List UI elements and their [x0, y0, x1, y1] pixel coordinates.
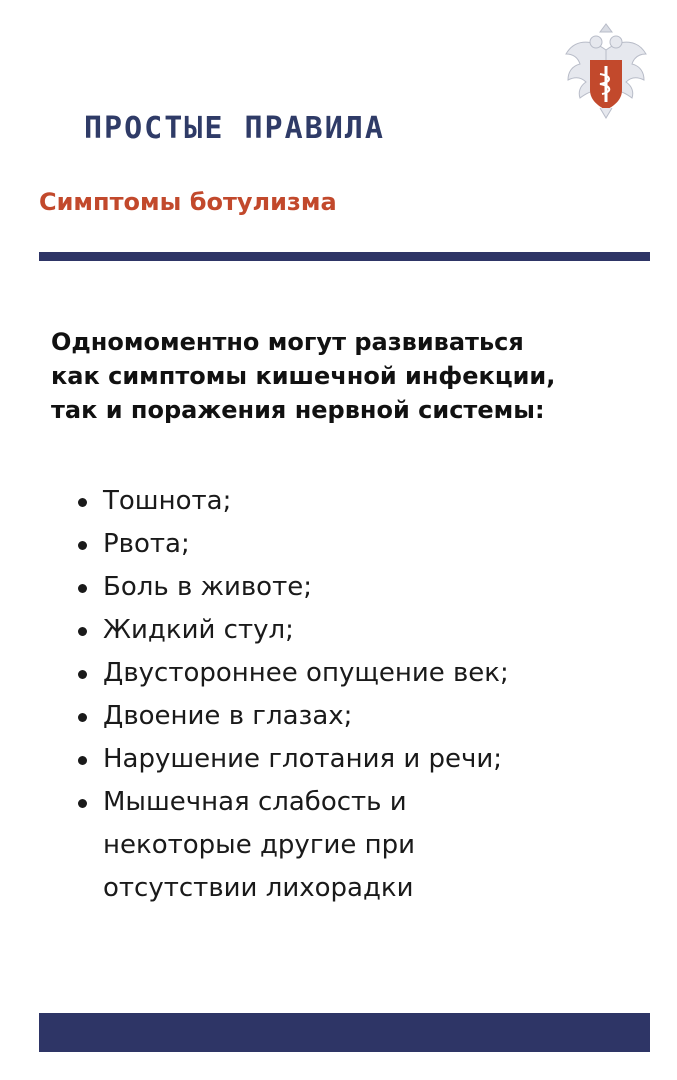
- intro-line: Одномоментно могут развиваться: [51, 328, 524, 356]
- list-item: [72, 695, 652, 738]
- top-divider: [39, 252, 650, 261]
- list-item-text: Нарушение глотания и речи;: [103, 744, 503, 774]
- list-item: [72, 523, 652, 566]
- bullet-icon: [78, 670, 87, 679]
- list-item-text: Двустороннее опущение век;: [103, 658, 509, 688]
- list-item-text: Рвота;: [103, 529, 190, 559]
- intro-line: как симптомы кишечной инфекции,: [51, 362, 556, 390]
- list-item: [72, 566, 652, 609]
- bullet-icon: [78, 713, 87, 722]
- bullet-icon: [78, 627, 87, 636]
- intro-paragraph: [51, 325, 641, 427]
- list-item: [72, 781, 652, 910]
- page-title: Симптомы ботулизма: [39, 188, 337, 216]
- bullet-icon: [78, 541, 87, 550]
- bullet-icon: [78, 756, 87, 765]
- list-item-text: Боль в животе;: [103, 572, 312, 602]
- intro-line: так и поражения нервной системы:: [51, 396, 545, 424]
- bottom-bar: [39, 1013, 650, 1052]
- list-item-text: Двоение в глазах;: [103, 701, 353, 731]
- rospotrebnadzor-emblem-icon: [560, 20, 652, 120]
- list-item-text: некоторые другие при: [103, 830, 416, 860]
- list-item-text: Мышечная слабость и: [103, 787, 407, 817]
- list-item-text: Жидкий стул;: [103, 615, 294, 645]
- list-item: [72, 738, 652, 781]
- bullet-icon: [78, 584, 87, 593]
- list-item: [72, 652, 652, 695]
- bullet-icon: [78, 799, 87, 808]
- list-item: [72, 609, 652, 652]
- list-item: [72, 480, 652, 523]
- section-kicker: ПРОСТЫЕ ПРАВИЛА: [84, 111, 385, 146]
- list-item-text: Тошнота;: [103, 486, 232, 516]
- symptom-list: [72, 480, 652, 910]
- bullet-icon: [78, 498, 87, 507]
- list-item-text: отсутствии лихорадки: [103, 873, 414, 903]
